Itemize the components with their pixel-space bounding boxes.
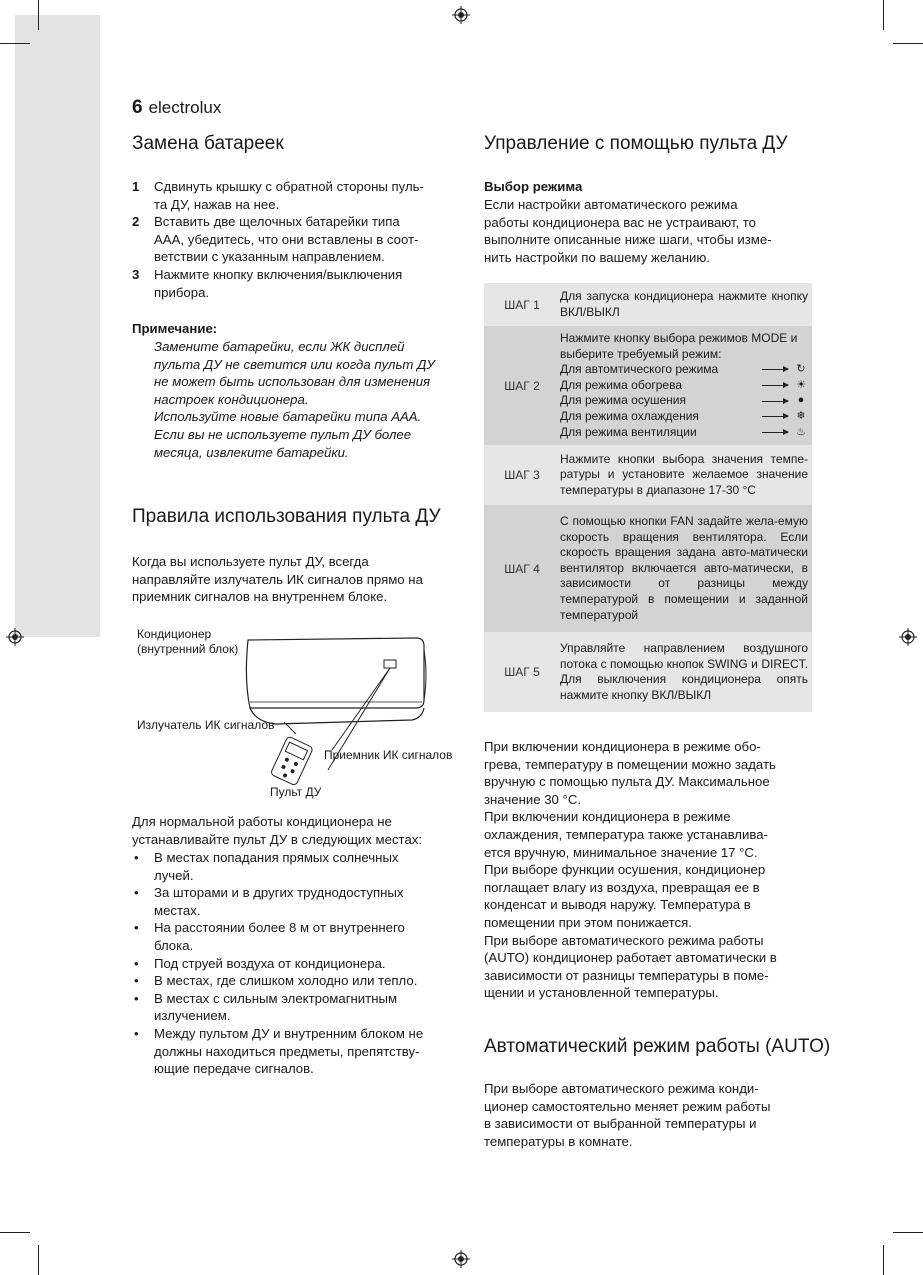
registration-mark-icon	[452, 6, 470, 24]
table-row	[484, 326, 812, 445]
mode-row	[560, 425, 808, 441]
step-label: ШАГ 5	[484, 632, 560, 712]
emitter-label: Излучатель ИК сигналов	[137, 718, 275, 732]
intro-line: направляйте излучатель ИК сигналов прямо на	[132, 571, 423, 587]
unit-label-line: (внутренний блок)	[137, 642, 239, 656]
registration-mark-icon	[452, 1250, 470, 1268]
arrow-icon	[762, 385, 788, 386]
step-line: Вставить две щелочных батарейки типа	[154, 214, 400, 230]
intro-line: Если настройки автоматического режима	[484, 197, 738, 212]
list-item	[132, 955, 467, 973]
intro-line: приемник сигналов на внутреннем блоке.	[132, 589, 388, 605]
desc-line: При включении кондиционера в режиме	[484, 809, 731, 825]
sun-icon: ☀	[796, 378, 806, 391]
step-text: Для запуска кондиционера нажмите кнопку ВКЛ/ВЫКЛ	[560, 283, 812, 326]
list-item	[132, 849, 467, 884]
crop-mark	[893, 43, 923, 44]
bullet-line: За шторами и в других труднодоступных	[154, 885, 404, 901]
auto-line: При выборе автоматического режима конди-	[484, 1081, 759, 1096]
table-row	[484, 283, 812, 326]
desc-line: При включении кондиционера в режиме обо-	[484, 739, 761, 754]
mode-name: Для автомтического режима	[560, 362, 719, 377]
desc-line: щении и установленной температуры.	[484, 985, 719, 1001]
note-line: Если вы не используете пульт ДУ более	[154, 426, 412, 442]
step-line: Нажмите кнопку включения/выключения	[154, 266, 403, 282]
step-text: Управляйте направлением воздушного потока с помощью кнопок SWING и DIRECT. Для выключения кондиционера опять нажмите кнопку ВКЛ/ВЫКЛ	[560, 632, 812, 712]
intro-line: работы кондиционера вас не устраивают, то	[484, 214, 757, 230]
avoid-intro	[132, 813, 467, 848]
bullet-line: лучей.	[154, 867, 194, 883]
note-line: настроек кондиционера.	[154, 391, 309, 407]
unit-label-line: Кондиционер	[137, 627, 212, 641]
desc-line: ется вручную, минимальное значение 17 °С.	[484, 844, 758, 860]
registration-mark-icon	[6, 628, 24, 646]
receiver-label: Приемник ИК сигналов	[324, 748, 453, 762]
battery-step	[132, 266, 462, 301]
bullet: •	[134, 955, 139, 971]
desc-line: охлаждения, температура также устанавлива-	[484, 826, 768, 842]
mode-select-subtitle: Выбор режима	[484, 179, 583, 194]
bullet-line: местах.	[154, 902, 201, 918]
list-item	[132, 990, 467, 1025]
step-line: ветствии с указанным направлением.	[154, 249, 385, 265]
intro-line: выполните описанные ниже шаги, чтобы изме-	[484, 232, 772, 248]
intro-line: нить настройки по вашему желанию.	[484, 249, 710, 265]
fan-icon: ♨	[796, 425, 806, 438]
list-item	[132, 1025, 467, 1078]
bullet-line: блока.	[154, 937, 194, 953]
remote-control-title: Управление с помощью пульта ДУ	[484, 133, 788, 154]
mode-name: Для режима охлаждения	[560, 408, 699, 423]
avoid-list	[132, 849, 467, 1078]
step-number: 3	[132, 266, 140, 282]
bullet: •	[134, 885, 139, 901]
bullet-line: Под струей воздуха от кондиционера.	[154, 955, 386, 971]
list-item	[132, 884, 467, 919]
rules-title: Правила использования пульта ДУ	[132, 506, 441, 527]
avoid-line: Для нормальной работы кондиционера не	[132, 814, 392, 829]
desc-line: При выборе функции осушения, кондиционер	[484, 862, 766, 878]
mode-name: Для режима вентиляции	[560, 424, 697, 439]
bullet: •	[134, 990, 139, 1006]
avoid-line: устанавливайте пульт ДУ в следующих местах:	[132, 831, 423, 847]
battery-title: Замена батареек	[132, 133, 284, 154]
desc-line: конденсат и выводя наружу. Температура в	[484, 897, 751, 913]
step-label: ШАГ 2	[484, 326, 560, 445]
registration-mark-icon	[899, 628, 917, 646]
note-title: Примечание:	[132, 321, 218, 336]
step-label: ШАГ 3	[484, 445, 560, 505]
crop-mark	[38, 1245, 39, 1275]
step-content	[560, 326, 812, 445]
mode-row	[560, 393, 808, 409]
bullet-line: Между пультом ДУ и внутренним блоком не	[154, 1025, 424, 1041]
auto-mode-icon: ↻	[796, 363, 806, 376]
step-text: С помощью кнопки FAN задайте жела-емую скорость вращения вентилятора. Если скорость вращения задана авто-матически вентилятор включается авто-матически, в зависимости от разницы между температурой в помещении и заданной температурой	[560, 505, 812, 632]
crop-mark	[0, 1232, 30, 1233]
table-row	[484, 505, 812, 632]
arrow-icon	[762, 401, 788, 402]
page-number: 6	[132, 97, 143, 118]
steps-table	[484, 283, 812, 712]
desc-line: помещении при этом понижается.	[484, 914, 692, 930]
bullet-line: излучением.	[154, 1008, 231, 1024]
battery-step	[132, 178, 462, 213]
mode-row	[560, 362, 808, 378]
modes-description	[484, 738, 824, 1002]
brand-name: electrolux	[148, 98, 222, 117]
crop-mark	[883, 1245, 884, 1275]
crop-mark	[0, 43, 30, 44]
mode-row	[560, 409, 808, 425]
battery-steps	[132, 178, 462, 301]
mode-name: Для режима осушения	[560, 393, 686, 408]
ac-unit-diagram-icon	[236, 630, 466, 790]
step-text: Нажмите кнопки выбора значения темпе-ратуры и установите желаемое значение температуры в диапазоне 17-30 °С	[560, 445, 812, 505]
drop-icon: ●	[797, 394, 805, 407]
step-text: Нажмите кнопку выбора режимов MODE и выберите требуемый режим:	[560, 331, 798, 361]
arrow-icon	[762, 416, 788, 417]
auto-mode-title: Автоматический режим работы (AUTO)	[484, 1036, 831, 1057]
note-body	[154, 338, 464, 461]
step-line: AAA, убедитесь, что они вставлены в соот-	[154, 231, 419, 247]
desc-line: вручную с помощью пульта ДУ. Максимальное	[484, 774, 770, 790]
desc-line: зависимости от разницы температуры в поме-	[484, 967, 769, 983]
auto-line: ционер самостоятельно меняет режим работы	[484, 1098, 771, 1114]
battery-step	[132, 213, 462, 266]
step-number: 2	[132, 214, 140, 230]
crop-mark	[893, 1232, 923, 1233]
bullet-line: В местах попадания прямых солнечных	[154, 850, 399, 865]
note-line: не может быть использован для изменения	[154, 374, 431, 390]
auto-line: температуры в комнате.	[484, 1133, 633, 1149]
list-item	[132, 919, 467, 954]
desc-line: (AUTO) кондиционер работает автоматически в	[484, 950, 777, 966]
note-line: пульта ДУ не светится или когда пульт ДУ	[154, 356, 435, 372]
table-row	[484, 632, 812, 712]
side-tab	[15, 15, 100, 637]
mode-name: Для режима обогрева	[560, 377, 683, 392]
bullet-line: В местах с сильным электромагнитным	[154, 990, 398, 1006]
step-label: ШАГ 1	[484, 283, 560, 326]
page-header	[132, 97, 221, 119]
intro-line: Когда вы используете пульт ДУ, всегда	[132, 554, 369, 569]
desc-line: значение 30 °С.	[484, 791, 582, 807]
bullet-line: должны находиться предметы, препятству-	[154, 1043, 420, 1059]
desc-line: грева, температуру в помещении можно задать	[484, 756, 776, 772]
desc-line: При выборе автоматического режима работы	[484, 932, 764, 948]
mode-select-intro	[484, 196, 819, 266]
step-line: Сдвинуть крышку с обратной стороны пуль-	[154, 179, 424, 194]
step-number: 1	[132, 179, 140, 194]
bullet-line: ющие передаче сигналов.	[154, 1061, 314, 1077]
note-line: Используйте новые батарейки типа ААА.	[154, 409, 422, 425]
arrow-icon	[762, 369, 788, 370]
step-line: та ДУ, нажав на нее.	[154, 196, 280, 212]
unit-label	[137, 627, 238, 657]
bullet-line: На расстоянии более 8 м от внутреннего	[154, 920, 405, 936]
crop-mark	[38, 0, 39, 30]
desc-line: поглащает влагу из воздуха, превращая ее в	[484, 879, 760, 895]
rules-intro	[132, 553, 462, 606]
step-label: ШАГ 4	[484, 505, 560, 632]
step-line: прибора.	[154, 284, 210, 300]
table-row	[484, 445, 812, 505]
bullet-line: В местах, где слишком холодно или тепло.	[154, 973, 418, 989]
arrow-icon	[762, 432, 788, 433]
list-item	[132, 972, 467, 990]
snowflake-icon: ❄	[796, 409, 806, 422]
remote-label: Пульт ДУ	[270, 785, 322, 799]
bullet: •	[134, 850, 139, 865]
auto-mode-text	[484, 1080, 824, 1150]
bullet: •	[134, 920, 139, 936]
note-line: Замените батарейки, если ЖК дисплей	[154, 339, 405, 354]
auto-line: в зависимости от выбранной температуры и	[484, 1116, 757, 1132]
note-line: месяца, извлеките батарейки.	[154, 444, 349, 460]
bullet: •	[134, 1025, 139, 1041]
bullet: •	[134, 973, 139, 989]
mode-row	[560, 378, 808, 394]
crop-mark	[883, 0, 884, 30]
